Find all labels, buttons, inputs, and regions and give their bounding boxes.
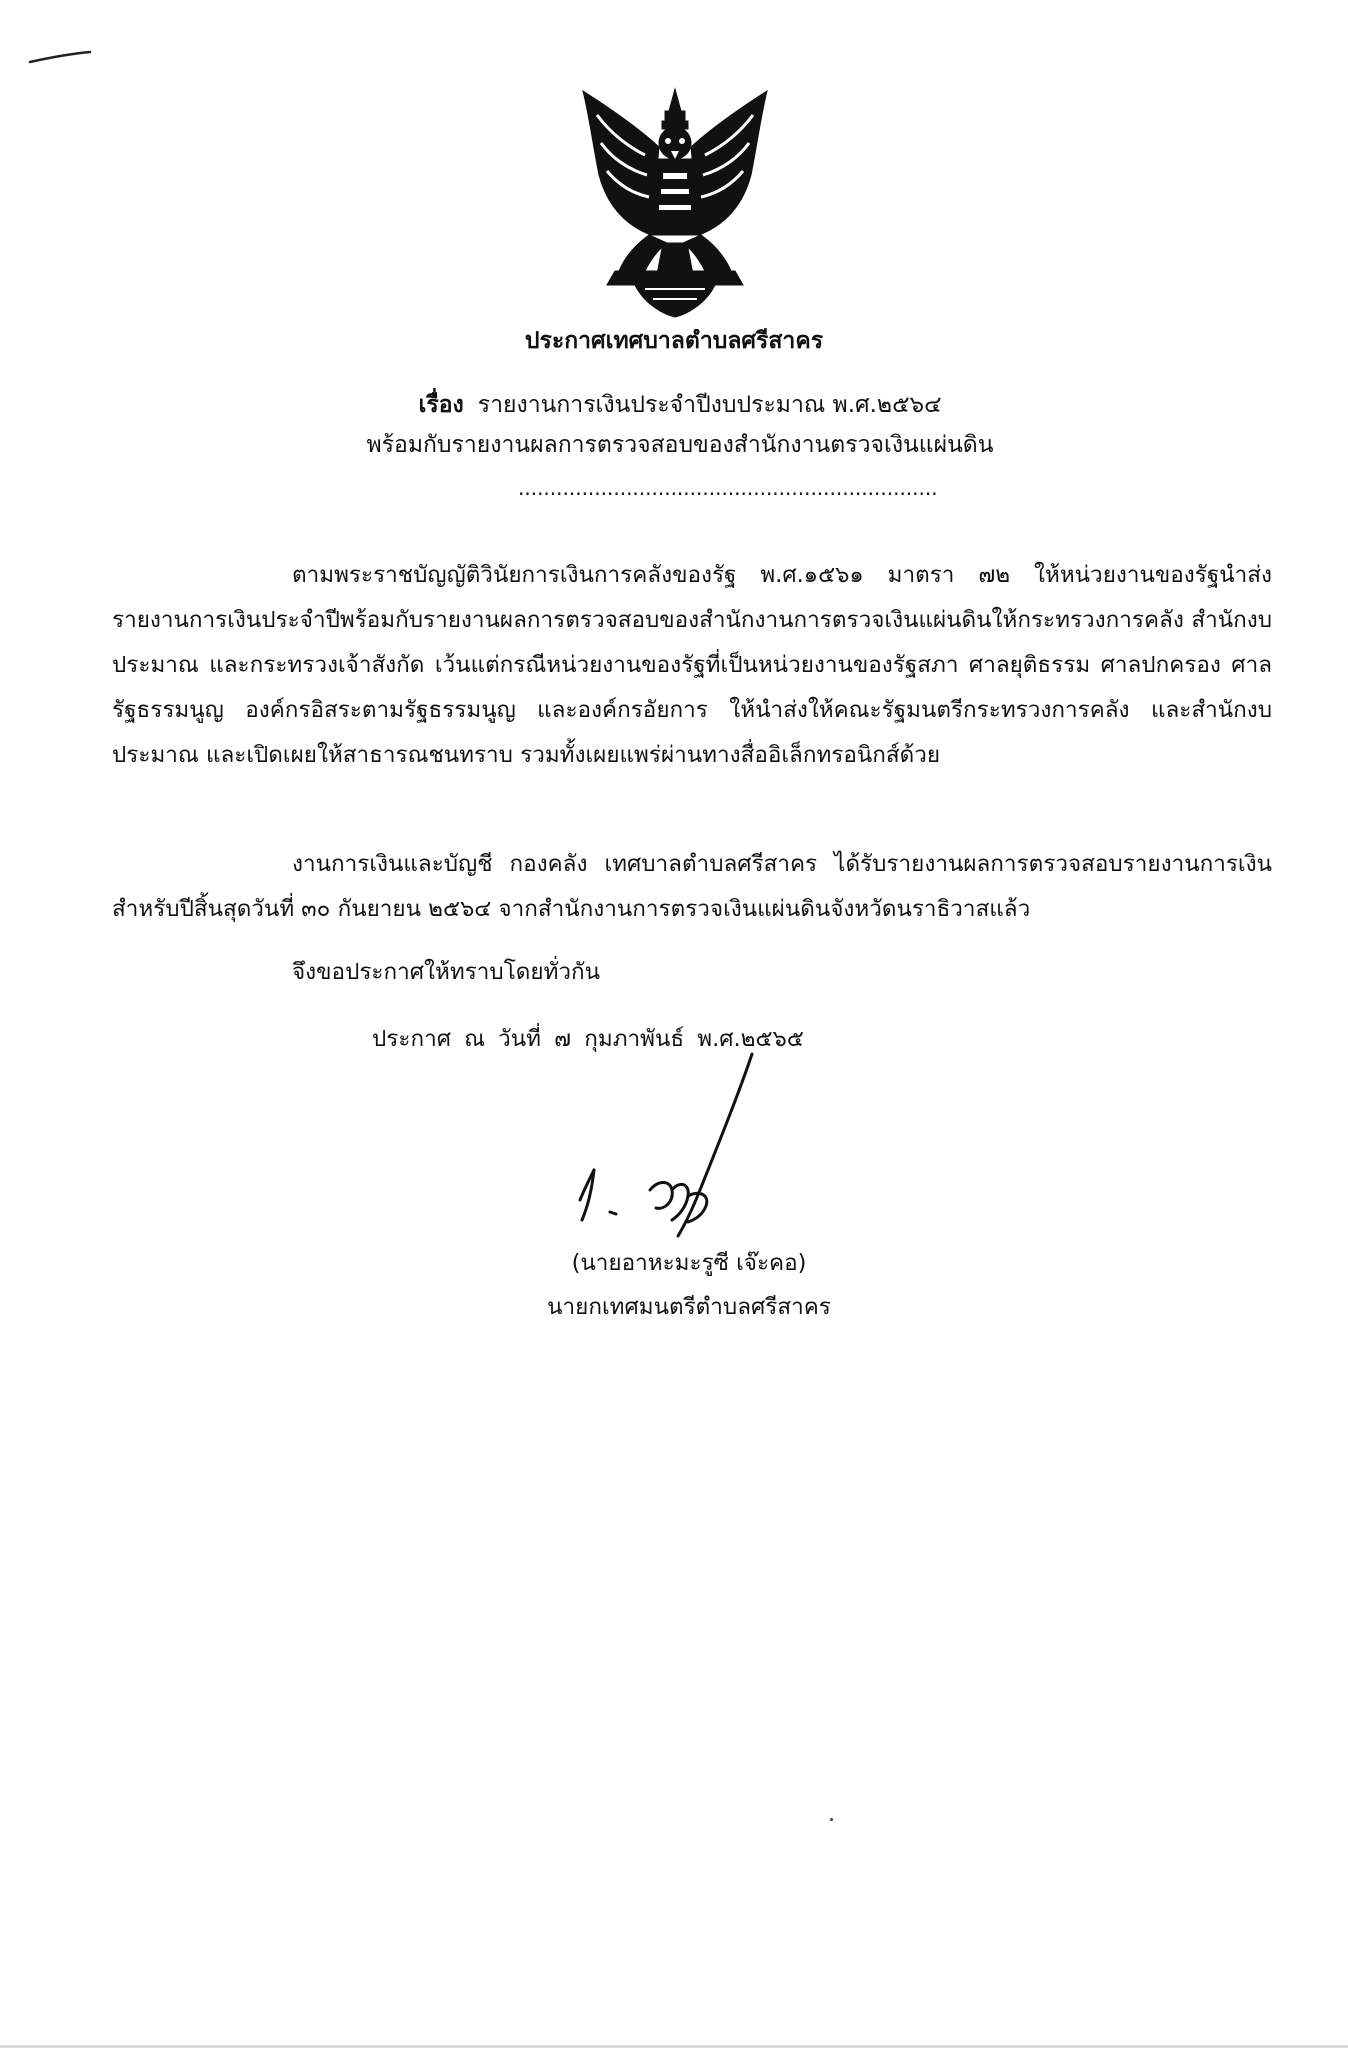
signer-name: (นายอาหะมะรูซี เจ๊ะคอ) [571, 1250, 807, 1276]
body-paragraph-1: ตามพระราชบัญญัติวินัยการเงินการคลังของรัฐ พ.ศ.๑๕๖๑ มาตรา ๗๒ ให้หน่วยงานของรัฐนำส่งรายงานการเงินประจำปีพร้อมกับรายงานผลการตรวจสอบของสำนักงานการตรวจเงินแผ่นดินให้กระทรวงการคลัง สำนักงบประมาณ และกระทรวงเจ้าสังกัด เว้นแต่กรณีหน่วยงานของรัฐที่เป็นหน่วยงานของรัฐสภา ศาลยุติธรรม ศาลปกครอง ศาลรัฐธรรมนูญ องค์กรอิสระตามรัฐธรรมนูญ และองค์กรอัยการ ให้นำส่งให้คณะรัฐมนตรีกระทรวงการคลัง และสำนักงบประมาณ และเปิดเผยให้สาธารณชนทราบ รวมทั้งเผยแพร่ผ่านทางสื่ออิเล็กทรอนิกส์ด้วย [112, 562, 1272, 768]
announcement-date: ประกาศ ณ วันที่ ๗ กุมภาพันธ์ พ.ศ.๒๕๖๕ [372, 1026, 804, 1052]
signer-position: นายกเทศมนตรีตำบลศรีสาคร [547, 1294, 831, 1320]
body-paragraph-2: งานการเงินและบัญชี กองคลัง เทศบาลตำบลศรีสาคร ได้รับรายงานผลการตรวจสอบรายงานการเงินสำหรับปีสิ้นสุดวันที่ ๓๐ กันยายน ๒๕๖๔ จากสำนักงานการตรวจเงินแผ่นดินจังหวัดนราธิวาสแล้ว [112, 851, 1272, 922]
closing-statement: จึงขอประกาศให้ทราบโดยทั่วกัน [292, 959, 601, 985]
pen-stroke-mark [28, 50, 92, 64]
dotted-divider: .................................................................. [518, 476, 938, 500]
subject-label: เรื่อง [418, 392, 464, 418]
subject-line-1 [300, 385, 1060, 425]
garuda-emblem-icon [575, 85, 775, 320]
announcement-title: ประกาศเทศบาลตำบลศรีสาคร [524, 328, 824, 354]
handwritten-signature [560, 1050, 790, 1250]
subject-text-1: รายงานการเงินประจำปีงบประมาณ พ.ศ.๒๕๖๔ [477, 392, 942, 418]
subject-block [300, 385, 1060, 465]
scan-speck [830, 1818, 833, 1821]
subject-line-2: พร้อมกับรายงานผลการตรวจสอบของสำนักงานตรวจเงินแผ่นดิน [366, 432, 994, 458]
